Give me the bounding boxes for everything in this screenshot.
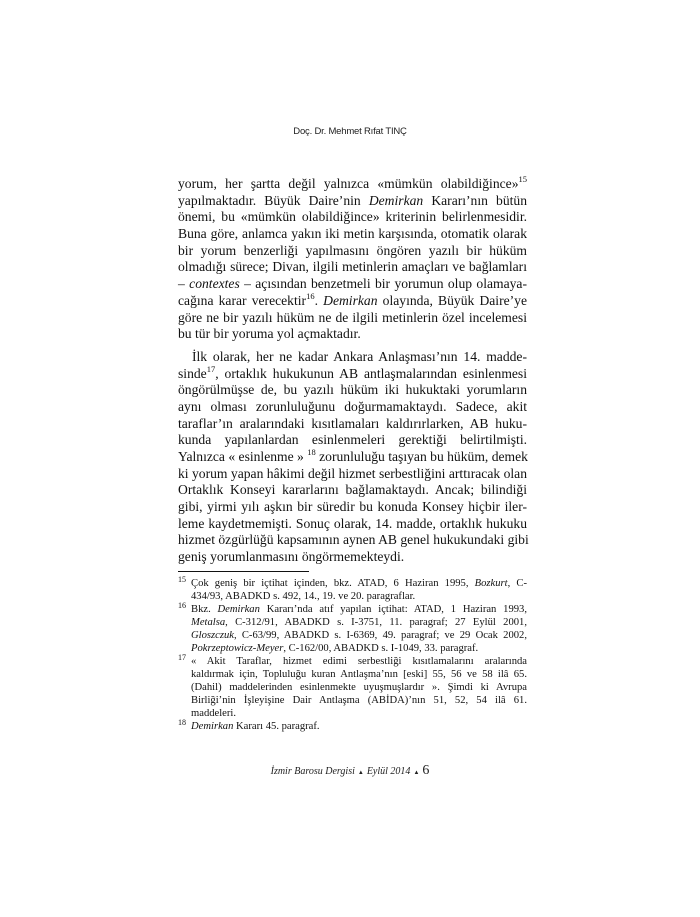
- italic-term: contextes: [189, 276, 240, 292]
- text-line: [178, 259, 527, 276]
- text-run: hizmet özgürlüğü kapsamının aynen AB genel hukukundaki gibi: [178, 532, 529, 548]
- paragraph: [178, 349, 527, 566]
- text-line: [191, 681, 527, 694]
- footnote: [178, 655, 527, 720]
- page-number: 6: [422, 763, 430, 778]
- text-line: [191, 655, 527, 668]
- text-run: önemi, bu «mümkün olabildiğince» kriterinin belirlenmesidir.: [178, 209, 527, 225]
- footnote-divider: [178, 571, 309, 572]
- text-line: [178, 243, 527, 260]
- italic-term: Pokrzeptowicz-Meyer: [191, 643, 284, 654]
- text-run: bir yorum benzerliği yapılmasını öngören yazılı bir hüküm: [178, 242, 527, 258]
- text-line: [178, 432, 527, 449]
- footnote-number: 15: [178, 575, 186, 584]
- triangle-separator-icon: ▲: [357, 770, 364, 776]
- text-line: [178, 349, 527, 366]
- text-run: Yalnızca « esinlenme »: [178, 449, 308, 464]
- footnote-number: 17: [178, 653, 186, 662]
- text-line: [178, 549, 527, 566]
- text-line: [191, 668, 527, 681]
- text-run: « Akit Taraflar, hizmet edimi serbestliği kısıtlamalarını aralarında: [191, 656, 527, 667]
- text-run: bu tür bir yoruma yol açmaktadır.: [178, 326, 361, 342]
- footnote-reference: 16: [306, 290, 315, 301]
- text-run: Kararı’nda atıf yapılan içtihat: ATAD, 1 Haziran 1993,: [259, 604, 527, 615]
- text-line: [191, 642, 527, 655]
- text-run: , C-: [507, 578, 527, 589]
- text-run: –: [178, 276, 190, 292]
- text-line: [178, 382, 527, 399]
- paragraph: [178, 176, 527, 343]
- italic-term: Demirkan: [323, 292, 378, 308]
- text-line: [178, 193, 527, 210]
- footnote-reference: 17: [206, 363, 216, 374]
- text-run: kunda yapılanlardan esinlenmeleri gerektiği belirtilmişti.: [178, 432, 527, 448]
- footnote-number: 16: [178, 601, 186, 610]
- text-line: [178, 276, 527, 293]
- text-run: gibi, yirmi yılı aşkın bir süredir bu konuda Konsey hiçbir iler-: [178, 499, 527, 515]
- text-run: yorum, her şartta değil yalnızca «mümkün olabildiğince»: [178, 176, 519, 191]
- text-line: [178, 363, 527, 383]
- text-line: [191, 590, 527, 603]
- text-run: (Dahil) maddelerinden esinlenmekte uyuşmuşlardır ». Şimdi ki Avrupa: [191, 682, 527, 693]
- footnote-reference: 18: [307, 447, 316, 457]
- italic-term: Demirkan: [191, 721, 234, 732]
- text-line: [191, 720, 527, 733]
- text-run: , C-63/99, ABADKD s. I-6369, 49. paragraf; ve 29 Ocak 2002,: [233, 630, 527, 641]
- triangle-separator-icon: ▲: [413, 770, 420, 776]
- running-header: Doç. Dr. Mehmet Rıfat TINÇ: [293, 126, 407, 137]
- text-run: , C-312/91, ABADKD s. I-3751, 11. paragraf; 27 Eylül 2001,: [225, 617, 527, 628]
- footnotes: [178, 577, 527, 733]
- text-line: [191, 629, 527, 642]
- text-run: .: [314, 292, 324, 308]
- footnote: [178, 577, 527, 603]
- text-line: [191, 694, 527, 707]
- text-line: [178, 176, 527, 193]
- text-run: , ortaklık hukukunun AB antlaşmalarından esinlenmesi: [215, 365, 527, 381]
- text-line: [191, 707, 527, 720]
- text-line: [178, 310, 527, 327]
- text-run: olayında, Büyük Daire’ye: [377, 292, 527, 308]
- text-line: [178, 482, 527, 499]
- issue-date: Eylül 2014: [366, 766, 411, 777]
- text-line: [191, 603, 527, 616]
- body-text: [178, 176, 527, 566]
- text-run: Kararı 45. paragraf.: [233, 721, 320, 732]
- text-run: , C-162/00, ABADKD s. I-1049, 33. paragraf.: [283, 643, 479, 654]
- text-run: taraflar’ın aralarındaki kısıtlamaları kaldırırlarken, AB huku-: [178, 415, 527, 431]
- text-line: [178, 516, 527, 533]
- italic-term: Demirkan: [368, 192, 424, 208]
- text-line: [178, 209, 527, 226]
- text-line: [178, 449, 527, 466]
- text-run: Bkz.: [191, 604, 218, 615]
- text-line: [178, 416, 527, 433]
- text-run: olmadığı sürece; Divan, ilgili metinlerin amaçları ve bağlamları: [178, 259, 527, 275]
- text-run: cağına karar verecektir: [178, 292, 307, 308]
- italic-term: Gloszczuk: [191, 630, 234, 641]
- text-line: [191, 577, 527, 590]
- page-footer: [0, 763, 700, 779]
- text-line: [178, 499, 527, 516]
- text-run: öngörülmüşse de, bu yazılı hüküm iki hukuktaki yorumların: [178, 382, 527, 398]
- text-run: Çok geniş bir içtihat içinden, bkz. ATAD, 6 Haziran 1995,: [191, 578, 475, 589]
- text-run: – açısından benzetmeli bir yorumun olup olamaya-: [239, 276, 527, 292]
- text-run: Birliği’nin İşleyişine Dair Antlaşma (ABİDA)’nın 51, 52, 54 ilâ 61.: [191, 695, 527, 706]
- journal-name: İzmir Barosu Dergisi: [270, 766, 355, 777]
- footnote: [178, 603, 527, 655]
- text-run: göre ne bir yazılı hüküm ne de ilgili metinlerin özel incelemesi: [178, 309, 527, 325]
- text-line: [178, 290, 527, 310]
- text-run: yapılmaktadır. Büyük Daire’nin: [178, 192, 369, 208]
- text-run: maddeleri.: [191, 708, 237, 719]
- text-run: İlk olarak, her ne kadar Ankara Anlaşması’nın 14. madde-: [192, 348, 527, 364]
- text-run: Kararı’nın bütün: [423, 192, 528, 208]
- text-run: ki yorum yapan hâkimi değil hizmet serbestliğini arttıracak olan: [178, 465, 527, 481]
- text-line: [178, 326, 527, 343]
- text-run: leme kaydetmemişti. Sonuç olarak, 14. madde, ortaklık hukuku: [178, 515, 527, 531]
- text-line: [178, 532, 527, 549]
- text-line: [178, 399, 527, 416]
- footnote: [178, 720, 527, 733]
- text-run: geniş yorumlanmasını öngörmemekteydi.: [178, 549, 405, 565]
- italic-term: Demirkan: [217, 604, 260, 615]
- text-run: sinde: [178, 365, 207, 381]
- text-line: [191, 616, 527, 629]
- text-line: [178, 226, 527, 243]
- text-run: 434/93, ABADKD s. 492, 14., 19. ve 20. paragraflar.: [191, 591, 416, 602]
- footnote-reference: 15: [518, 174, 527, 184]
- italic-term: Metalsa: [191, 617, 226, 628]
- text-run: Buna göre, anlamca yakın iki metin karşısında, otomatik olarak: [178, 226, 527, 242]
- text-run: kaldırmak için, Topluluğu kuran Antlaşma’nın [eski] 55, 56 ve 58 ilâ 65.: [191, 669, 527, 680]
- text-run: zorunluluğu taşıyan bu hüküm, demek: [315, 449, 528, 464]
- footnote-number: 18: [178, 718, 186, 727]
- text-line: [178, 466, 527, 483]
- text-run: Ortaklık Konseyi kararlarını bağlamaktaydı. Ancak; bilindiği: [178, 482, 527, 498]
- text-run: aynı olması zorunluluğunu doğurmamaktaydı. Sadece, akit: [178, 398, 527, 414]
- italic-term: Bozkurt: [474, 578, 508, 589]
